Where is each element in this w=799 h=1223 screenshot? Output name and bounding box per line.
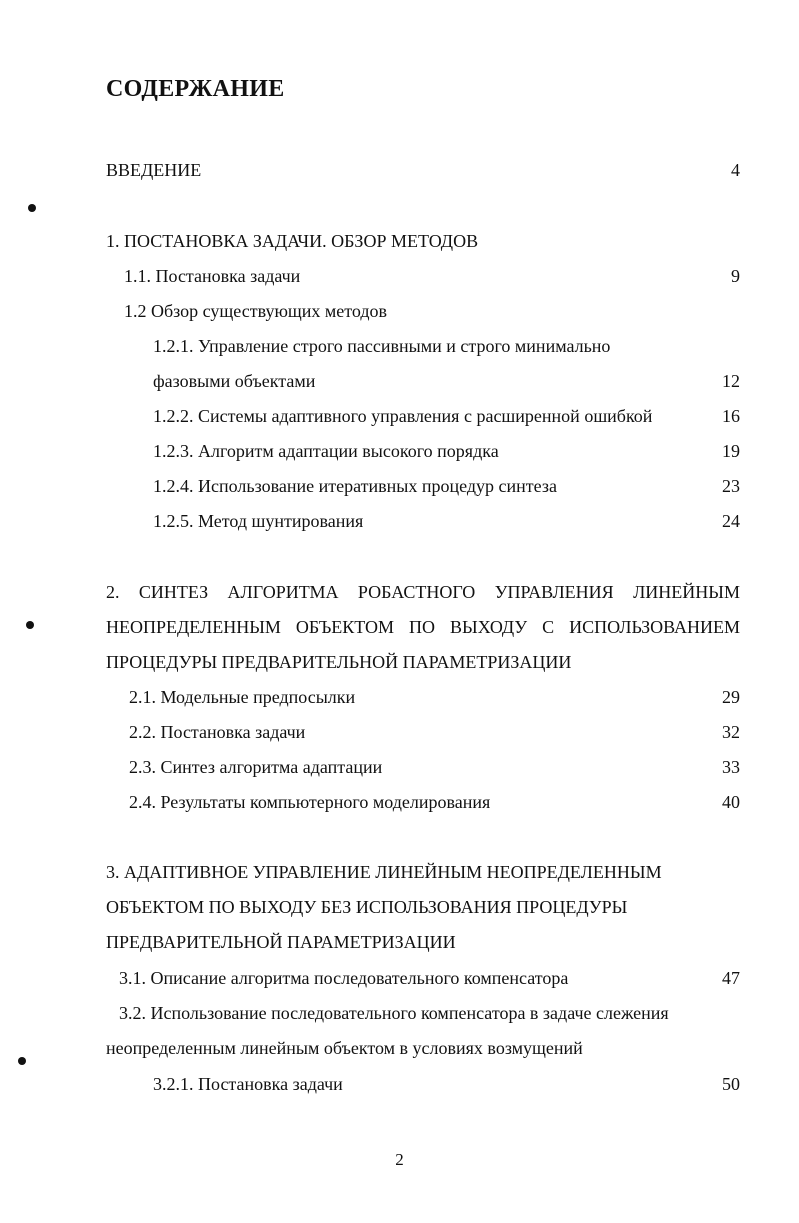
toc-page-number: 29 — [722, 687, 740, 707]
toc-page-number: 24 — [722, 511, 740, 531]
toc-entry-1-2-1-line2: фазовыми объектами — [153, 371, 316, 391]
toc-page-number: 47 — [722, 968, 740, 988]
toc-page-number: 12 — [722, 371, 740, 391]
toc-entry-1-2-5: 1.2.5. Метод шунтирования — [153, 511, 364, 531]
toc-chapter-2-title-line2: НЕОПРЕДЕЛЕННЫМ ОБЪЕКТОМ ПО ВЫХОДУ С ИСПОЛЬЗОВАНИЕМ — [106, 617, 740, 637]
toc-chapter-2-title-line1: 2. СИНТЕЗ АЛГОРИТМА РОБАСТНОГО УПРАВЛЕНИЯ ЛИНЕЙНЫМ — [106, 582, 740, 602]
toc-entry-2-2: 2.2. Постановка задачи — [129, 722, 306, 742]
toc-entry-3-2-line1: 3.2. Использование последовательного компенсатора в задаче слежения — [119, 1003, 669, 1023]
toc-chapter-2-title-line3: ПРОЦЕДУРЫ ПРЕДВАРИТЕЛЬНОЙ ПАРАМЕТРИЗАЦИИ — [106, 652, 572, 672]
toc-entry-2-1: 2.1. Модельные предпосылки — [129, 687, 356, 707]
binder-hole-mark — [28, 204, 36, 212]
toc-entry-1-2-3: 1.2.3. Алгоритм адаптации высокого порядка — [153, 441, 499, 461]
toc-page-number: 40 — [722, 792, 740, 812]
toc-chapter-3-title-line3: ПРЕДВАРИТЕЛЬНОЙ ПАРАМЕТРИЗАЦИИ — [106, 932, 456, 952]
toc-entry-1-2-4: 1.2.4. Использование итеративных процедур синтеза — [153, 476, 557, 496]
toc-entry-1-2-1-line1: 1.2.1. Управление строго пассивными и строго минимально — [153, 336, 611, 356]
toc-chapter-3-title-line2: ОБЪЕКТОМ ПО ВЫХОДУ БЕЗ ИСПОЛЬЗОВАНИЯ ПРОЦЕДУРЫ — [106, 897, 628, 917]
toc-entry-2-4: 2.4. Результаты компьютерного моделирования — [129, 792, 491, 812]
page-number: 2 — [395, 1150, 404, 1169]
toc-entry-3-1: 3.1. Описание алгоритма последовательного компенсатора — [119, 968, 569, 988]
binder-hole-mark — [26, 621, 34, 629]
toc-page-number: 16 — [722, 406, 740, 426]
toc-chapter-1-title: 1. ПОСТАНОВКА ЗАДАЧИ. ОБЗОР МЕТОДОВ — [106, 231, 479, 251]
toc-page-number: 32 — [722, 722, 740, 742]
toc-page-number: 19 — [722, 441, 740, 461]
binder-hole-mark — [18, 1057, 26, 1065]
toc-entry-introduction: ВВЕДЕНИЕ — [106, 160, 202, 180]
toc-chapter-3-title-line1: 3. АДАПТИВНОЕ УПРАВЛЕНИЕ ЛИНЕЙНЫМ НЕОПРЕДЕЛЕННЫМ — [106, 862, 662, 882]
toc-page-number: 50 — [722, 1074, 740, 1094]
toc-entry-1-2: 1.2 Обзор существующих методов — [124, 301, 388, 321]
toc-entry-2-3: 2.3. Синтез алгоритма адаптации — [129, 757, 383, 777]
toc-page-number: 23 — [722, 476, 740, 496]
toc-entry-1-1: 1.1. Постановка задачи — [124, 266, 301, 286]
toc-entry-3-2-line2: неопределенным линейным объектом в условиях возмущений — [106, 1038, 583, 1058]
toc-page-number: 9 — [731, 266, 740, 286]
page-title: СОДЕРЖАНИЕ — [106, 76, 285, 102]
toc-page-number: 33 — [722, 757, 740, 777]
toc-entry-3-2-1: 3.2.1. Постановка задачи — [153, 1074, 343, 1094]
toc-entry-1-2-2: 1.2.2. Системы адаптивного управления с расширенной ошибкой — [153, 406, 653, 426]
toc-page-number: 4 — [731, 160, 740, 180]
